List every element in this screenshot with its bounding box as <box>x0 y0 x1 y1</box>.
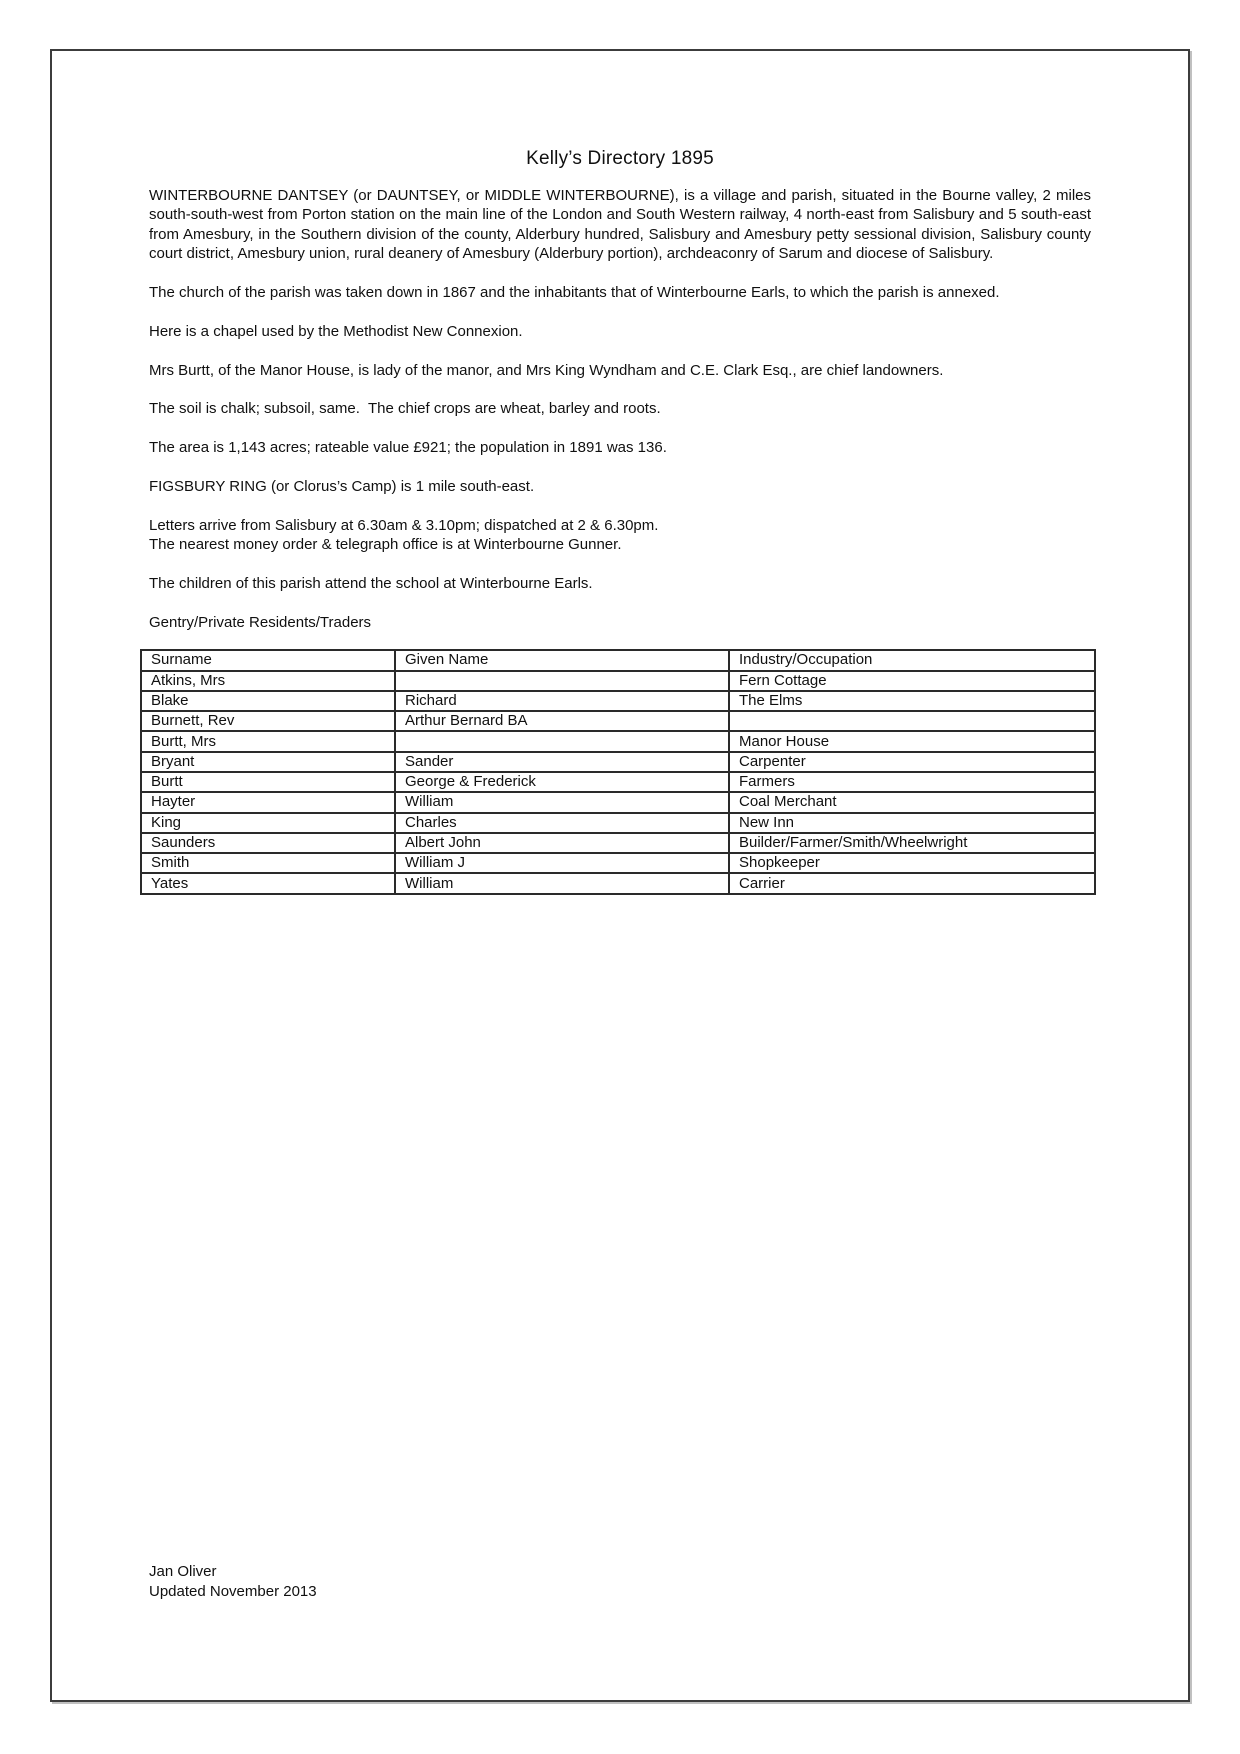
table-cell: Shopkeeper <box>729 853 1095 873</box>
page-title: Kelly’s Directory 1895 <box>526 148 714 169</box>
paragraph-church: The church of the parish was taken down in 1867 and the inhabitants that of Winterbourne Earls, to which the parish is annexed. <box>149 284 1000 302</box>
table-row <box>141 813 1095 833</box>
footer-author: Jan Oliver <box>149 1563 217 1580</box>
header-given-name: Given Name <box>395 650 729 670</box>
table-row <box>141 731 1095 751</box>
section-heading: Gentry/Private Residents/Traders <box>149 613 372 631</box>
table-body <box>141 671 1095 894</box>
table-cell: Atkins, Mrs <box>141 671 395 691</box>
table-cell <box>395 731 729 751</box>
paragraph-letters <box>149 516 1091 555</box>
table-cell: The Elms <box>729 691 1095 711</box>
table-cell: Burnett, Rev <box>141 711 395 731</box>
table-header-row <box>141 650 1095 670</box>
table-cell: New Inn <box>729 813 1095 833</box>
document-footer <box>149 1562 317 1602</box>
table-cell: Yates <box>141 873 395 893</box>
paragraph-landowners: Mrs Burtt, of the Manor House, is lady of the manor, and Mrs King Wyndham and C.E. Clark Esq., are chief landowners. <box>149 361 944 379</box>
table-cell: Carpenter <box>729 752 1095 772</box>
table-row <box>141 691 1095 711</box>
table-cell: Blake <box>141 691 395 711</box>
letters-line-1: Letters arrive from Salisbury at 6.30am & 3.10pm; dispatched at 2 & 6.30pm. <box>149 516 659 534</box>
table-row <box>141 772 1095 792</box>
table-cell: Coal Merchant <box>729 792 1095 812</box>
table-row <box>141 752 1095 772</box>
table-cell: Smith <box>141 853 395 873</box>
table-cell: Builder/Farmer/Smith/Wheelwright <box>729 833 1095 853</box>
paragraph-parish-description: WINTERBOURNE DANTSEY (or DAUNTSEY, or MIDDLE WINTERBOURNE), is a village and parish, situated in the Bourne valley, 2 miles south-south-west from Porton station on the main line of the London and South Western railway, 4 north-east from Salisbury and 5 south-east from Amesbury, in the Southern division of the county, Alderbury hundred, Salisbury and Amesbury petty sessional division, Salisbury county court district, Amesbury union, rural deanery of Amesbury (Alderbury portion), archdeaconry of Sarum and diocese of Salisbury. <box>149 187 1091 263</box>
table-cell: William <box>395 792 729 812</box>
table-cell: Carrier <box>729 873 1095 893</box>
table-cell: Charles <box>395 813 729 833</box>
table-cell: William <box>395 873 729 893</box>
table-cell: Fern Cottage <box>729 671 1095 691</box>
table-row <box>141 873 1095 893</box>
table-row <box>141 711 1095 731</box>
footer-updated: Updated November 2013 <box>149 1583 317 1600</box>
table-cell: Burtt, Mrs <box>141 731 395 751</box>
document-content <box>149 51 1091 895</box>
table-cell <box>395 671 729 691</box>
table-row <box>141 853 1095 873</box>
table-cell <box>729 711 1095 731</box>
table-cell: William J <box>395 853 729 873</box>
paragraph-school: The children of this parish attend the school at Winterbourne Earls. <box>149 575 593 592</box>
table-cell: Farmers <box>729 772 1095 792</box>
table-row <box>141 671 1095 691</box>
table-cell: King <box>141 813 395 833</box>
paragraph-area: The area is 1,143 acres; rateable value £921; the population in 1891 was 136. <box>149 439 667 457</box>
table-row <box>141 833 1095 853</box>
document-page <box>50 49 1190 1702</box>
table-cell: Arthur Bernard BA <box>395 711 729 731</box>
table-cell: Albert John <box>395 833 729 853</box>
header-surname: Surname <box>141 650 395 670</box>
table-cell: Hayter <box>141 792 395 812</box>
table-cell: Burtt <box>141 772 395 792</box>
table-cell: Richard <box>395 691 729 711</box>
table-row <box>141 792 1095 812</box>
table-cell: George & Frederick <box>395 772 729 792</box>
paragraph-soil: The soil is chalk; subsoil, same. The chief crops are wheat, barley and roots. <box>149 400 661 418</box>
paragraph-chapel: Here is a chapel used by the Methodist New Connexion. <box>149 322 523 340</box>
letters-line-2: The nearest money order & telegraph office is at Winterbourne Gunner. <box>149 536 622 554</box>
residents-table <box>140 649 1096 895</box>
table-cell: Manor House <box>729 731 1095 751</box>
paragraph-figsbury-ring: FIGSBURY RING (or Clorus’s Camp) is 1 mile south-east. <box>149 478 535 495</box>
header-industry-occupation: Industry/Occupation <box>729 650 1095 670</box>
table-cell: Bryant <box>141 752 395 772</box>
table-cell: Saunders <box>141 833 395 853</box>
table-cell: Sander <box>395 752 729 772</box>
